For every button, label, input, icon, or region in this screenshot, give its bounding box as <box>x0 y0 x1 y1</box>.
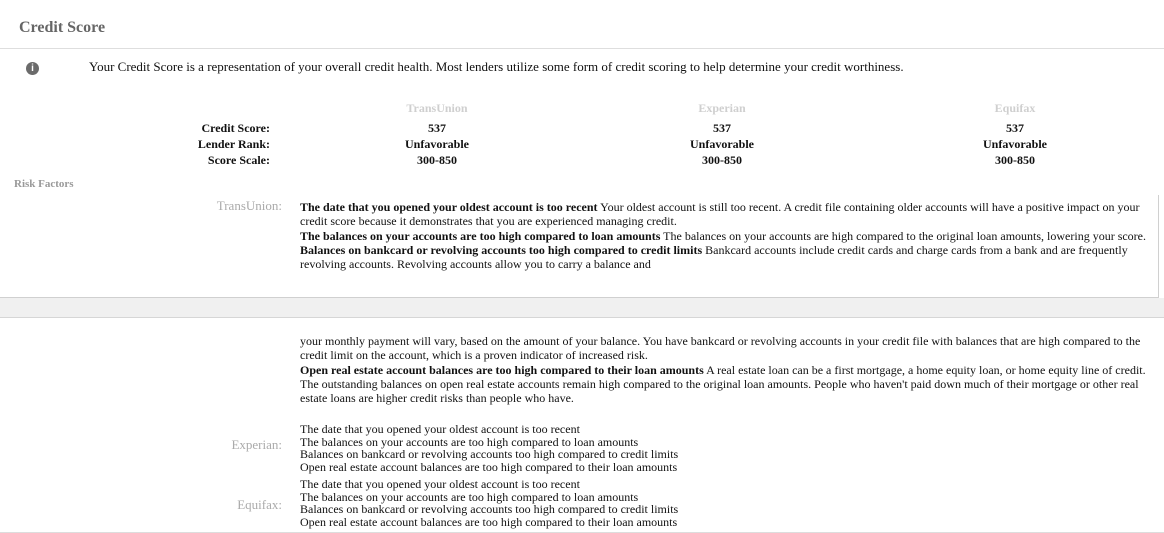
divider <box>0 317 1164 318</box>
risk-factor-item: The balances on your accounts are too high compared to loan amounts <box>300 434 639 449</box>
page-break <box>0 298 1164 318</box>
equifax-risk-factors <box>300 478 1150 528</box>
risk-factor-item: The date that you opened your oldest account is too recent <box>300 422 580 436</box>
lender-rank-equifax: Unfavorable <box>983 137 1047 151</box>
risk-factor-item: The date that you opened your oldest account is too recent Your oldest account is still too recent. A credit file containing older accounts will have a positive impact on your credit score because it demonstrates that you are experienced managing credit. <box>300 200 1140 229</box>
bureau-header-experian: Experian <box>698 101 746 115</box>
equifax-label: Equifax: <box>237 497 282 512</box>
score-scale-equifax: 300-850 <box>995 153 1035 167</box>
bureau-header-equifax: Equifax <box>994 101 1036 115</box>
risk-factor-item: Open real estate account balances are too high compared to their loan amounts <box>300 514 678 529</box>
intro-text: Your Credit Score is a representation of your overall credit health. Most lenders utilize some form of credit scoring to help determine your credit worthiness. <box>89 59 904 74</box>
risk-factor-item: The balances on your accounts are too high compared to loan amounts <box>300 489 639 504</box>
credit-score-equifax: 537 <box>1006 121 1024 135</box>
risk-factor-item: your monthly payment will vary, based on the amount of your balance. You have bankcard or revolving accounts in your credit file with balances that are high compared to the credit limit on the account, which is a proven indicator of increased risk. <box>300 334 1141 363</box>
lender-rank-transunion: Unfavorable <box>405 137 469 151</box>
risk-factor-item: Balances on bankcard or revolving accounts too high compared to credit limits <box>300 502 679 516</box>
transunion-label: TransUnion: <box>216 198 282 213</box>
score-scale-label: Score Scale: <box>207 153 270 167</box>
risk-factor-item: The date that you opened your oldest account is too recent <box>300 477 580 491</box>
lender-rank-experian: Unfavorable <box>690 137 754 151</box>
page-title: Credit Score <box>19 19 106 36</box>
risk-factor-item: Open real estate account balances are too high compared to their loan amounts A real estate loan can be a first mortgage, a home equity loan, or home equity line of credit. The outstanding balances on open real estate accounts remain high compared to the original loan amounts. People who haven't paid down much of their mortgage or other real estate loans are higher credit risks than people who have. <box>300 362 1146 406</box>
risk-factor-item: Balances on bankcard or revolving accounts too high compared to credit limits <box>300 447 679 461</box>
risk-factor-item: Open real estate account balances are too high compared to their loan amounts <box>300 459 678 474</box>
credit-score-transunion: 537 <box>428 121 446 135</box>
credit-score-experian: 537 <box>713 121 731 135</box>
score-scale-transunion: 300-850 <box>417 153 457 167</box>
lender-rank-label: Lender Rank: <box>197 137 270 151</box>
risk-factor-item: Balances on bankcard or revolving accounts too high compared to credit limits Bankcard accounts include credit cards and charge cards from a bank and are frequently revolving accounts. Revolving accounts allow you to carry a balance and <box>300 242 1128 272</box>
transunion-risk-factors <box>300 200 1150 271</box>
risk-factors-title: Risk Factors <box>14 178 74 190</box>
info-icon: i <box>26 62 39 75</box>
risk-factor-item: The balances on your accounts are too high compared to loan amounts The balances on your accounts are high compared to the original loan amounts, lowering your score. <box>300 228 1147 243</box>
transunion-risk-factors-continued <box>300 334 1150 405</box>
credit-score-label: Credit Score: <box>201 121 270 135</box>
experian-risk-factors <box>300 423 1150 473</box>
experian-label: Experian: <box>231 437 282 452</box>
bureau-header-transunion: TransUnion <box>406 101 468 115</box>
score-scale-experian: 300-850 <box>702 153 742 167</box>
divider <box>0 48 1164 49</box>
